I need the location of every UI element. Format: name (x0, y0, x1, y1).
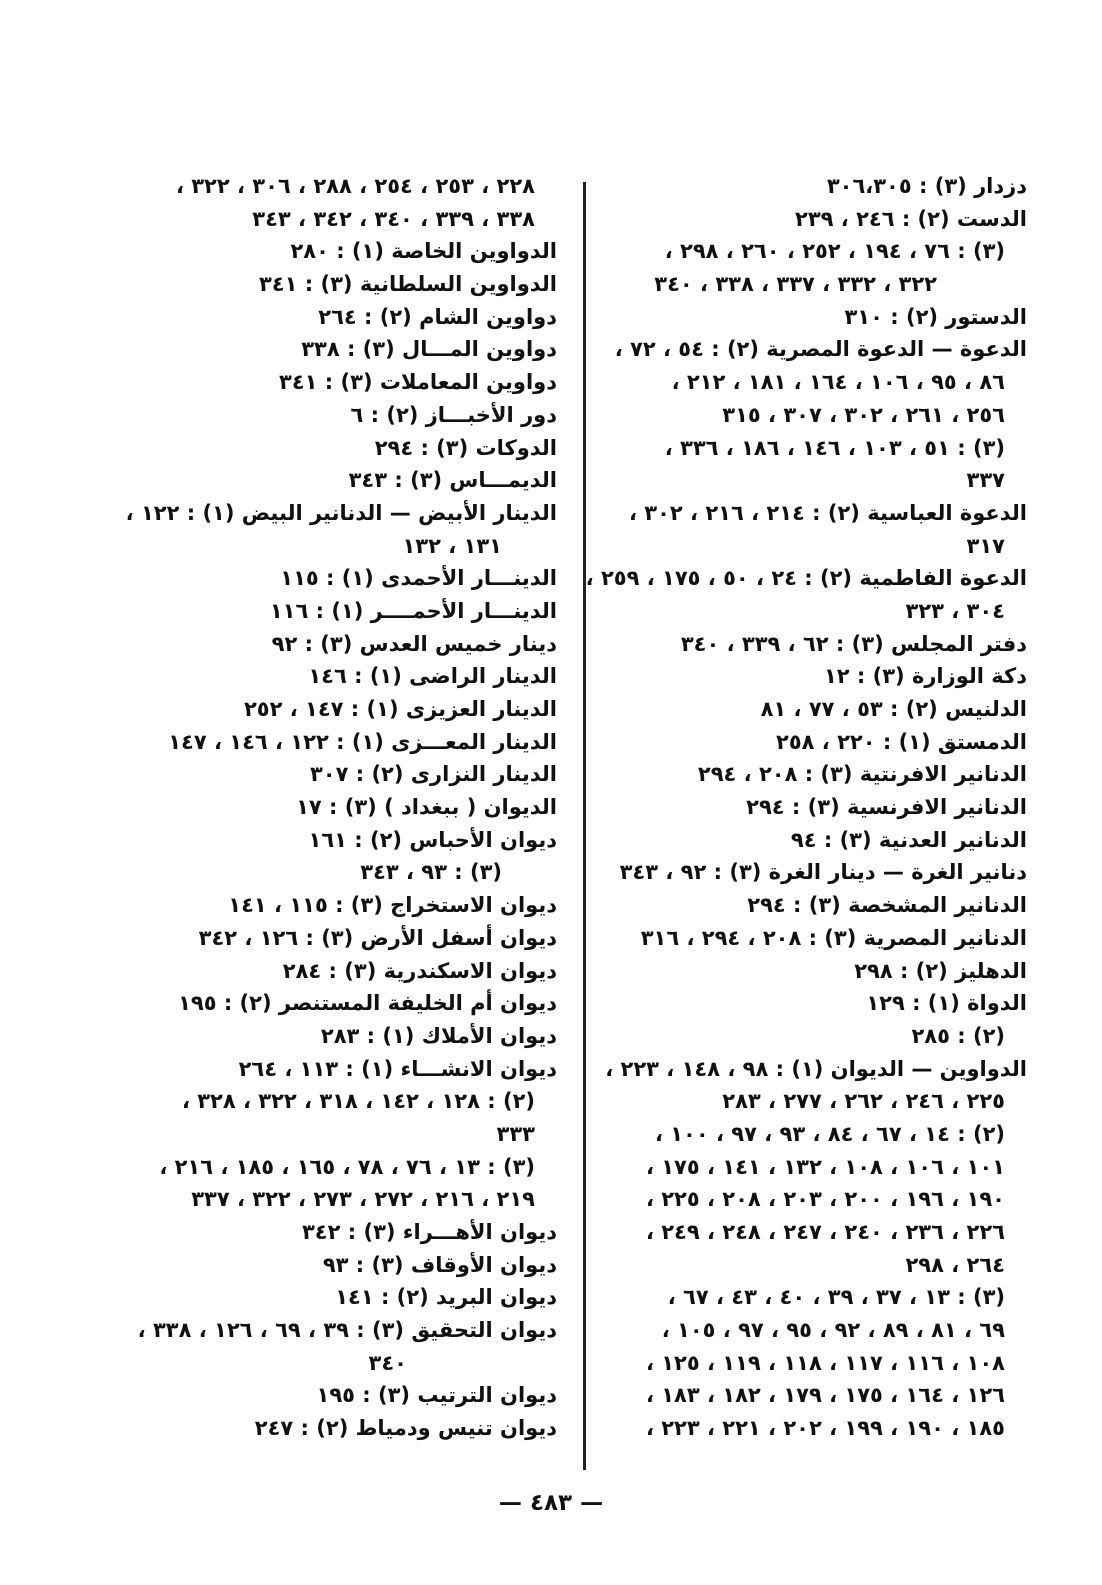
index-entry-line: ١٩٠ ، ١٩٦ ، ٢٠٠ ، ٢٠٣ ، ٢٠٨ ، ٢٢٥ ، (645, 1187, 1005, 1212)
index-entry-line: الدعوة الفاطمية (٢) : ٢٤ ، ٥٠ ، ١٧٥ ، ٢٥٩ ، (585, 566, 1027, 591)
index-entry-line: الدواة (١) : ١٢٩ (866, 991, 1027, 1016)
index-entry-line: ١٠١ ، ١٠٦ ، ١٠٨ ، ١٣٢ ، ١٤١ ، ١٧٥ ، (645, 1154, 1005, 1179)
index-entry-line: ديوان تنيس ودمياط (٢) : ٢٤٧ (254, 1416, 557, 1441)
index-entry-line: الدستور (٢) : ٣١٠ (844, 304, 1027, 329)
index-entry-line: الدواوين الخاصة (١) : ٢٨٠ (290, 239, 557, 264)
index-entry-line: ديوان البريد (٢) : ١٤١ (335, 1285, 557, 1310)
index-entry-line: الدينـــار الأحمــــر (١) : ١١٦ (269, 598, 557, 623)
index-entry-line: الدنانير الافرنسية (٣) : ٢٩٤ (746, 795, 1027, 820)
index-entry-line: الدعوة — الدعوة المصرية (٢) : ٥٤ ، ٧٢ ، (614, 337, 1027, 362)
index-entry-line: ديوان الأهـــراء (٣) : ٣٤٢ (301, 1220, 557, 1244)
page-number: — ٤٨٣ — (498, 1490, 604, 1516)
index-entry-line: الدنانير المشخصة (٣) : ٢٩٤ (747, 893, 1027, 918)
index-entry-line: (٣) : ٩٣ ، ٣٤٣ (360, 860, 502, 885)
index-entry-line: ديوان الاستخراج (٣) : ١١٥ ، ١٤١ (228, 893, 557, 918)
index-entry-line: الدنانير العدنية (٣) : ٩٤ (790, 827, 1027, 852)
index-entry-line: الدينار الراضى (١) : ١٤٦ (308, 664, 557, 689)
index-entry-line: الدواوين — الديوان (١) : ٩٨ ، ١٤٨ ، ٢٢٣ ، (605, 1056, 1027, 1081)
index-entry-line: ٣٤٠ (368, 1350, 407, 1375)
index-entry-line: ديوان الأملاك (١) : ٢٨٣ (320, 1023, 557, 1048)
index-entry-line: ديوان الترتيب (٣) : ١٩٥ (316, 1383, 557, 1408)
index-entry-line: دنانير الغرة — دينار الغرة (٣) : ٩٢ ، ٣٤٣ (619, 860, 1027, 885)
index-entry-line: (٣) : ٥١ ، ١٠٣ ، ١٤٦ ، ١٨٦ ، ٣٣٦ ، (664, 435, 1005, 460)
left-column (117, 170, 557, 1445)
index-entry-line: الدنانير الافرنتية (٣) : ٢٠٨ ، ٢٩٤ (697, 762, 1027, 787)
index-entry-line: ٦٩ ، ٨١ ، ٨٩ ، ٩٢ ، ٩٥ ، ٩٧ ، ١٠٥ ، (661, 1318, 1005, 1343)
index-entry-line: ٢٥٦ ، ٢٦١ ، ٣٠٢ ، ٣٠٧ ، ٣١٥ (722, 402, 1005, 427)
index-entry-line: ديوان أم الخليفة المستنصر (٢) : ١٩٥ (178, 991, 557, 1016)
index-entry-line: ٣٣٧ (966, 468, 1005, 493)
index-entry-line: الديوان ( ببغداد ) (٣) : ١٧ (296, 795, 557, 820)
index-entry-line: الدهليز (٢) : ٢٩٨ (854, 958, 1027, 983)
index-entry-line: (٣) : ١٣ ، ٣٧ ، ٣٩ ، ٤٠ ، ٤٣ ، ٦٧ ، (667, 1285, 1005, 1310)
index-entry-line: ٢١٩ ، ٢١٦ ، ٢٧٢ ، ٢٧٣ ، ٣٢٢ ، ٣٣٧ (191, 1187, 535, 1212)
index-entry-line: الدمستق (١) : ٢٢٠ ، ٢٥٨ (776, 729, 1027, 754)
index-entry-line: دفتر المجلس (٣) : ٦٢ ، ٣٣٩ ، ٣٤٠ (680, 631, 1027, 656)
index-entry-line: دواوين المـــال (٣) : ٣٣٨ (301, 337, 557, 362)
index-entry-line: ٢٢٨ ، ٢٥٣ ، ٢٥٤ ، ٢٨٨ ، ٣٠٦ ، ٣٢٢ ، (175, 174, 535, 198)
index-entry-line: دور الأخبـــاز (٢) : ٦ (350, 402, 557, 427)
index-entry-line: ٨٦ ، ٩٥ ، ١٠٦ ، ١٦٤ ، ١٨١ ، ٢١٢ ، (671, 370, 1005, 395)
index-entry-line: ديوان الاسكندرية (٣) : ٢٨٤ (282, 958, 557, 983)
index-entry-line: ٢٦٤ ، ٢٩٨ (905, 1252, 1005, 1277)
right-column (577, 170, 1027, 1445)
index-entry-line: ٣٢٢ ، ٣٣٢ ، ٣٣٧ ، ٣٣٨ ، ٣٤٠ (654, 272, 937, 297)
index-entry-line: (٢) : ٢٨٥ (911, 1023, 1005, 1048)
index-entry-line: (٢) : ١٢٨ ، ١٤٢ ، ٣١٨ ، ٣٢٢ ، ٣٢٨ ، (181, 1089, 535, 1114)
index-entry-line: ديوان التحقيق (٣) : ٣٩ ، ٦٩ ، ١٢٦ ، ٣٣٨ ، (137, 1318, 557, 1343)
index-entry-line: (٣) : ٧٦ ، ١٩٤ ، ٢٥٢ ، ٢٦٠ ، ٢٩٨ ، (664, 239, 1005, 264)
index-entry-line: الدوكات (٣) : ٢٩٤ (374, 435, 557, 460)
index-entry-line: ديوان الانشـــاء (١) : ١١٣ ، ٢٦٤ (238, 1056, 557, 1081)
index-entry-line: الدينار المعـــزى (١) : ١٢٢ ، ١٤٦ ، ١٤٧ (168, 729, 557, 754)
index-entry-line: الدعوة العباسية (٢) : ٢١٤ ، ٢١٦ ، ٣٠٢ ، (628, 500, 1027, 525)
index-entry-line: الدينار النزارى (٢) : ٣٠٧ (309, 762, 557, 787)
index-entry-line: الدينـــار الأحمدى (١) : ١١٥ (280, 566, 557, 591)
index-entry-line: دواوين الشام (٢) : ٢٦٤ (318, 304, 557, 329)
index-entry-line: (٣) : ١٣ ، ٧٦ ، ٧٨ ، ١٦٥ ، ١٨٥ ، ٢١٦ ، (159, 1154, 535, 1179)
index-entry-line: ١٠٨ ، ١١٦ ، ١١٧ ، ١١٨ ، ١١٩ ، ١٢٥ ، (645, 1350, 1005, 1375)
index-entry-line: ٣٣٣ (496, 1121, 535, 1146)
index-entry-line: دواوين المعاملات (٣) : ٣٤١ (279, 370, 557, 395)
index-entry-line: ٣١٧ (966, 533, 1005, 558)
index-entry-line: الدلنيس (٢) : ٥٣ ، ٧٧ ، ٨١ (760, 697, 1027, 721)
index-entry-line: دينار خميس العدس (٣) : ٩٢ (271, 631, 557, 656)
index-entry-line: ٢٢٦ ، ٢٣٦ ، ٢٤٠ ، ٢٤٧ ، ٢٤٨ ، ٢٤٩ ، (645, 1220, 1005, 1244)
index-entry-line: ٣٣٨ ، ٣٣٩ ، ٣٤٠ ، ٣٤٢ ، ٣٤٣ (252, 206, 535, 231)
index-entry-line: ديوان الأوقاف (٣) : ٩٣ (322, 1252, 557, 1277)
column-divider (583, 182, 586, 1470)
index-entry-line: الديمـــاس (٣) : ٣٤٣ (348, 468, 557, 493)
index-entry-line: الدينار الأبيض — الدنانير البيض (١) : ١٢٢ ، (125, 500, 557, 525)
index-entry-line: الدست (٢) : ٢٤٦ ، ٢٣٩ (795, 206, 1027, 231)
index-entry-line: ١٣١ ، ١٣٢ (402, 533, 502, 558)
index-entry-line: دكة الوزارة (٣) : ١٢ (823, 664, 1027, 689)
index-entry-line: ديوان الأحباس (٢) : ١٦١ (308, 827, 557, 852)
index-entry-line: ديوان أسفل الأرض (٣) : ١٢٦ ، ٣٤٢ (198, 925, 557, 950)
index-entry-line: دزدار (٣) : ٣٠٦،٣٠٥ (826, 174, 1027, 198)
index-entry-line: الدواوين السلطانية (٣) : ٣٤١ (259, 272, 557, 297)
index-entry-line: الدنانير المصرية (٣) : ٢٠٨ ، ٢٩٤ ، ٣١٦ (640, 925, 1027, 950)
index-entry-line: ١٢٦ ، ١٦٤ ، ١٧٥ ، ١٧٩ ، ١٨٢ ، ١٨٣ ، (645, 1383, 1005, 1408)
index-entry-line: ٣٠٤ ، ٣٢٣ (905, 598, 1005, 623)
index-entry-line: ٢٢٥ ، ٢٤٦ ، ٢٦٢ ، ٢٧٧ ، ٢٨٣ (722, 1089, 1005, 1114)
index-entry-line: (٢) : ١٤ ، ٦٧ ، ٨٤ ، ٩٣ ، ٩٧ ، ١٠٠ ، (654, 1121, 1005, 1146)
index-entry-line: الدينار العزيزى (١) : ١٤٧ ، ٢٥٢ (243, 697, 557, 721)
index-entry-line: ١٨٥ ، ١٩٠ ، ١٩٩ ، ٢٠٢ ، ٢٢١ ، ٢٢٣ ، (645, 1416, 1005, 1441)
